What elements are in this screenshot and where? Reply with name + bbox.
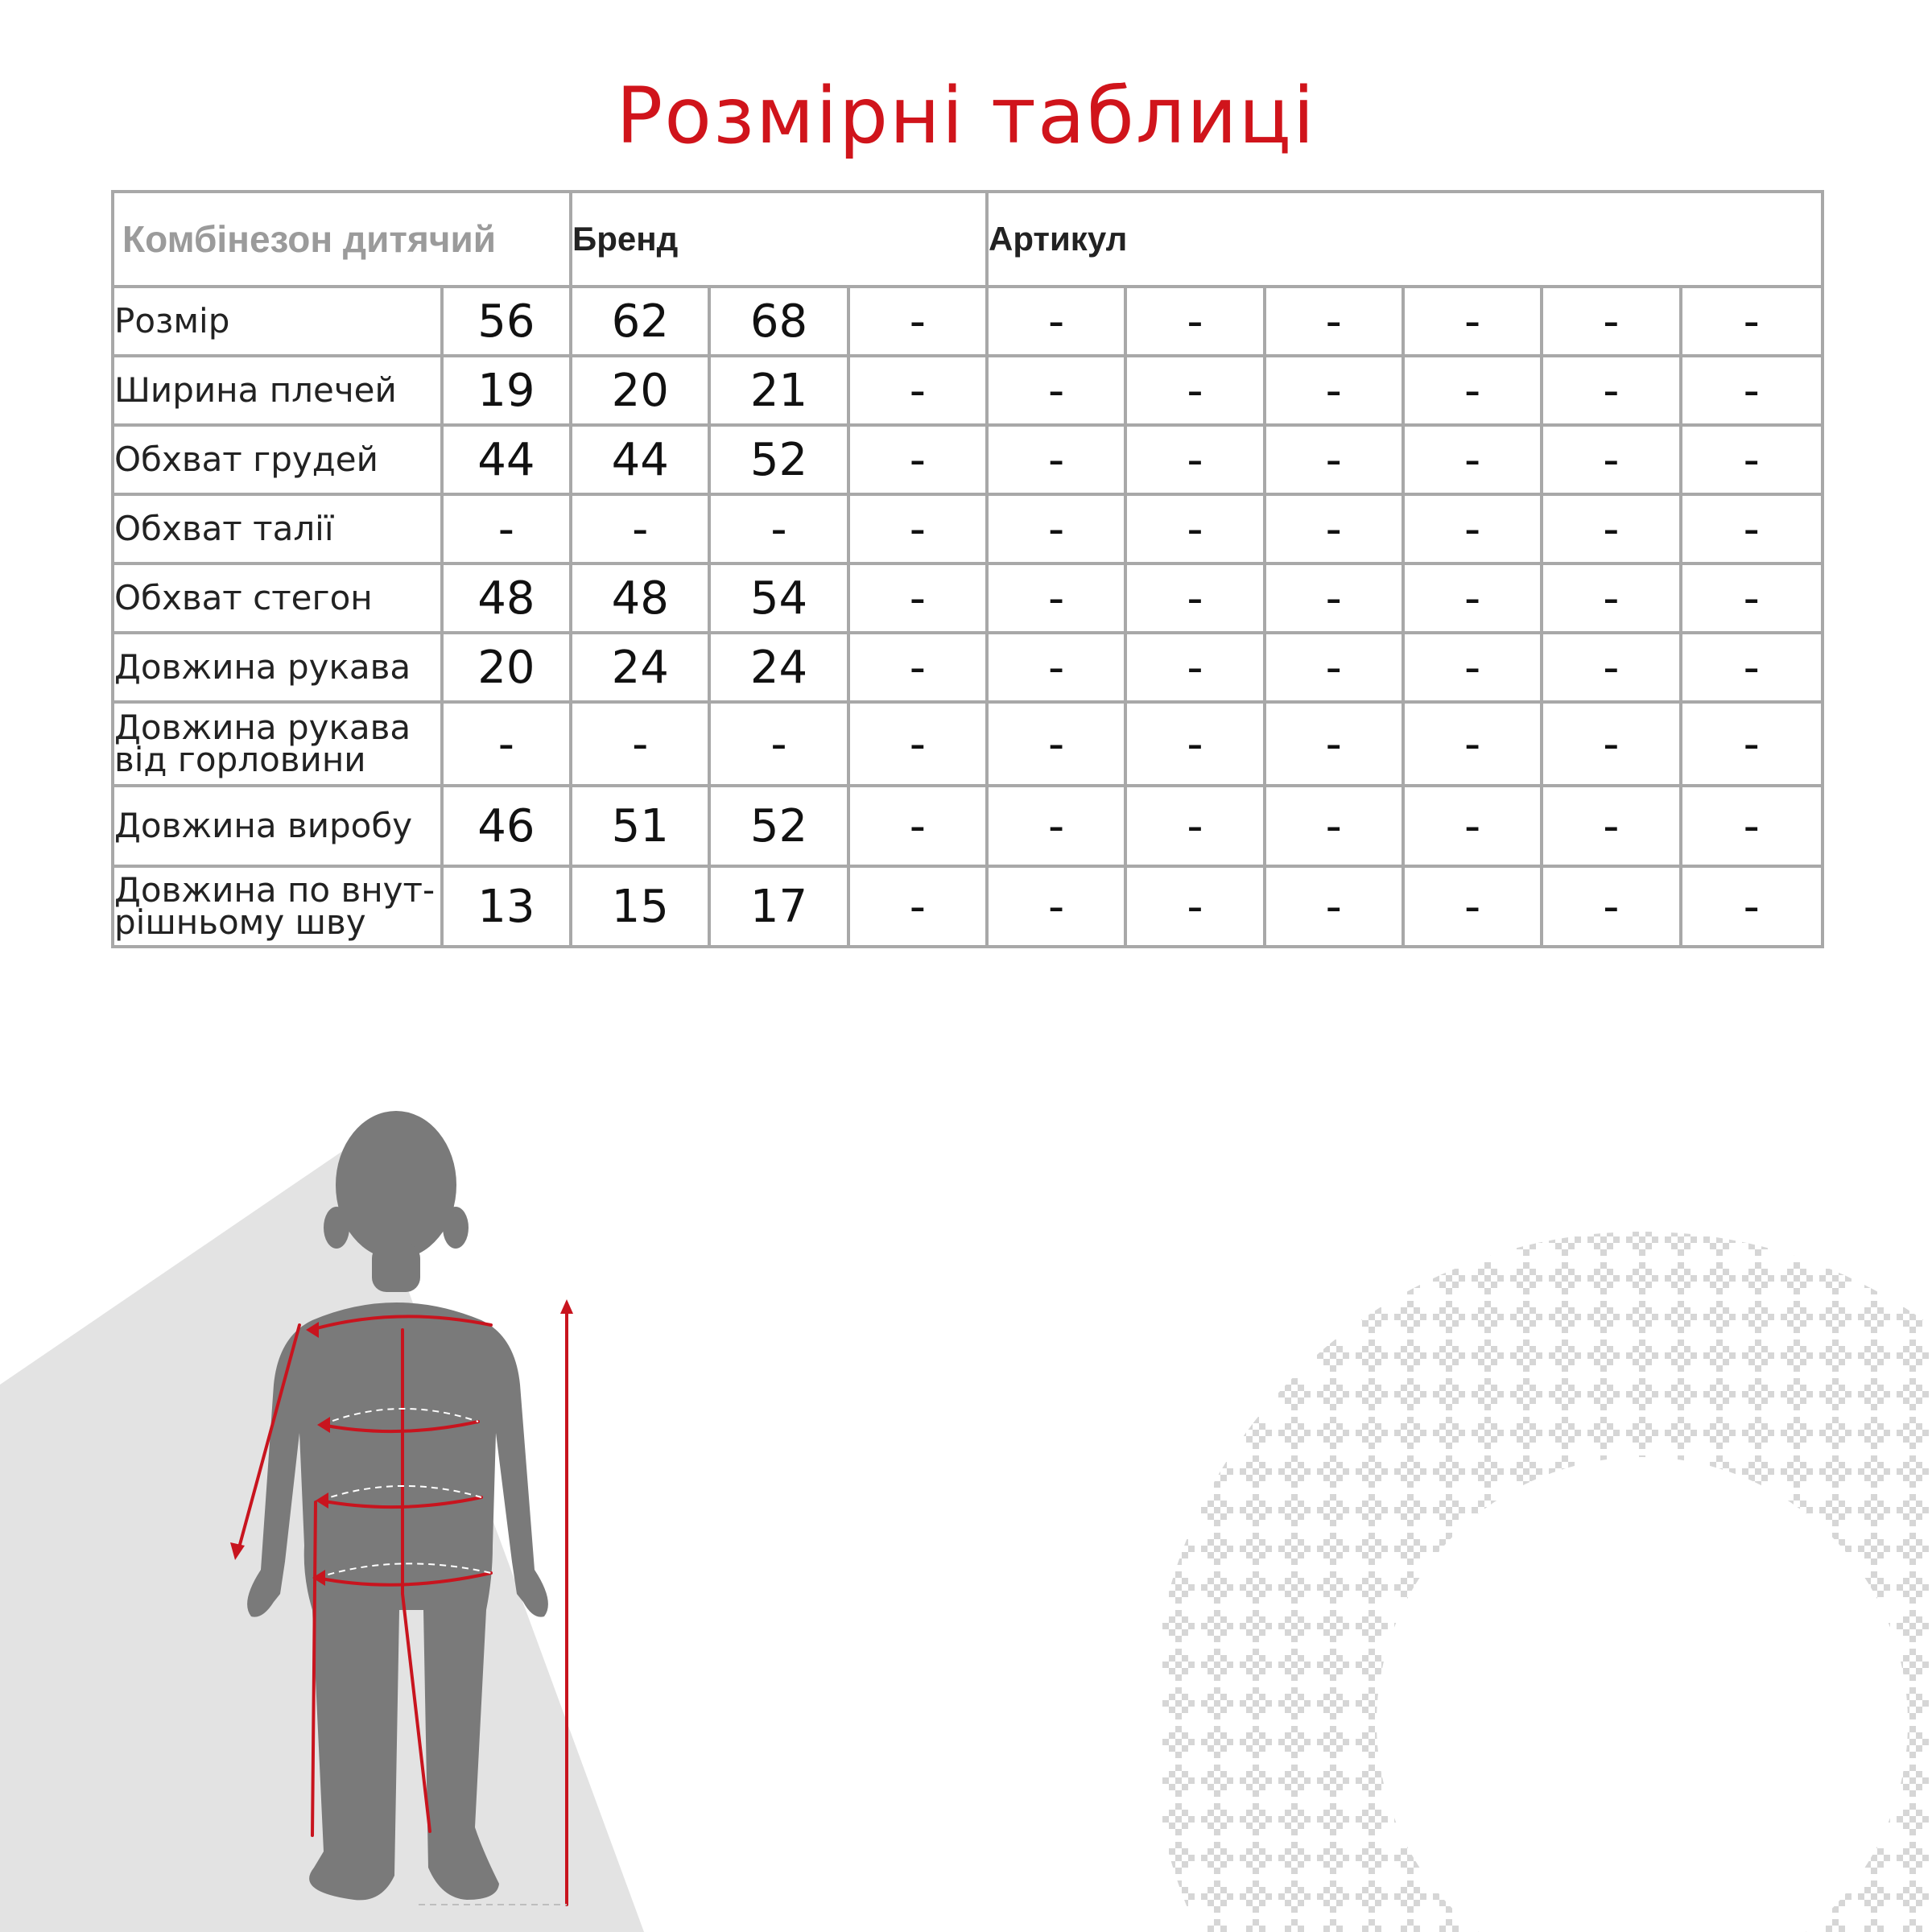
size-value-cell: - (848, 356, 987, 425)
size-value-cell: - (1403, 866, 1542, 947)
size-value-cell: - (1681, 702, 1823, 786)
row-label (113, 425, 442, 494)
size-value-cell: 20 (442, 633, 571, 702)
row-label-line: від горловини (114, 740, 366, 779)
size-value-cell: - (1542, 633, 1680, 702)
row-label (113, 356, 442, 425)
size-table (111, 190, 1824, 948)
size-value-cell: - (1265, 702, 1403, 786)
row-label-line: Ширина плечей (114, 370, 397, 410)
size-value-cell: 52 (709, 786, 848, 866)
row-label (113, 494, 442, 564)
size-value-cell: - (1681, 356, 1823, 425)
size-value-cell: - (1125, 287, 1264, 356)
size-value-cell: 48 (442, 564, 571, 633)
table-row (113, 564, 1823, 633)
table-header-row (113, 192, 1823, 287)
size-value-cell: 68 (709, 287, 848, 356)
size-value-cell: - (987, 866, 1125, 947)
product-name: Комбінезон дитячий (113, 192, 571, 287)
size-value-cell: - (1681, 564, 1823, 633)
size-value-cell: 44 (571, 425, 709, 494)
size-value-cell: - (1403, 564, 1542, 633)
brand-label: Бренд (571, 192, 987, 287)
row-label (113, 633, 442, 702)
size-value-cell: 13 (442, 866, 571, 947)
size-value-cell: - (848, 425, 987, 494)
size-value-cell: - (1403, 356, 1542, 425)
size-value-cell: - (987, 633, 1125, 702)
article-label: Артикул (987, 192, 1823, 287)
size-value-cell: - (1125, 786, 1264, 866)
table-row (113, 866, 1823, 947)
size-value-cell: 48 (571, 564, 709, 633)
size-value-cell: 20 (571, 356, 709, 425)
size-value-cell: - (1403, 702, 1542, 786)
table-row (113, 786, 1823, 866)
size-value-cell: - (709, 702, 848, 786)
size-value-cell: - (987, 786, 1125, 866)
size-value-cell: - (1125, 494, 1264, 564)
table-row (113, 425, 1823, 494)
size-value-cell: - (987, 287, 1125, 356)
size-value-cell: 52 (709, 425, 848, 494)
size-value-cell: - (1265, 356, 1403, 425)
size-value-cell: - (1403, 287, 1542, 356)
size-value-cell: - (1265, 633, 1403, 702)
size-value-cell: - (1265, 287, 1403, 356)
size-value-cell: - (1125, 633, 1264, 702)
size-value-cell: - (1542, 356, 1680, 425)
size-value-cell: 56 (442, 287, 571, 356)
size-value-cell: - (1265, 786, 1403, 866)
table-row (113, 702, 1823, 786)
size-value-cell: 54 (709, 564, 848, 633)
table-row (113, 633, 1823, 702)
row-label-line: Розмір (114, 301, 230, 341)
size-value-cell: - (1125, 866, 1264, 947)
size-value-cell: - (571, 702, 709, 786)
size-value-cell: - (987, 702, 1125, 786)
row-label-line: Обхват стегон (114, 578, 373, 617)
size-value-cell: - (1265, 494, 1403, 564)
table-row (113, 356, 1823, 425)
size-value-cell: - (1542, 287, 1680, 356)
size-value-cell: - (1403, 786, 1542, 866)
row-label (113, 564, 442, 633)
size-value-cell: - (987, 494, 1125, 564)
size-value-cell: - (1542, 564, 1680, 633)
size-value-cell: 24 (709, 633, 848, 702)
size-value-cell: - (709, 494, 848, 564)
size-value-cell: - (1542, 702, 1680, 786)
size-value-cell: - (1542, 866, 1680, 947)
table-row (113, 287, 1823, 356)
decorative-ornament (1159, 1143, 1932, 1932)
size-value-cell: - (1403, 494, 1542, 564)
row-label-line: Довжина виробу (114, 806, 413, 845)
table-row (113, 494, 1823, 564)
row-label (113, 786, 442, 866)
size-value-cell: - (848, 564, 987, 633)
row-label-line: рішньому шву (114, 902, 366, 942)
size-value-cell: 62 (571, 287, 709, 356)
row-label-line: Довжина рукава (114, 647, 411, 687)
size-value-cell: - (1265, 866, 1403, 947)
size-value-cell: - (1265, 425, 1403, 494)
size-value-cell: 21 (709, 356, 848, 425)
size-value-cell: 44 (442, 425, 571, 494)
row-label (113, 866, 442, 947)
row-label-line: Довжина по внут- (114, 870, 436, 910)
size-value-cell: - (848, 287, 987, 356)
size-value-cell: - (571, 494, 709, 564)
size-value-cell: - (1542, 425, 1680, 494)
size-value-cell: - (987, 356, 1125, 425)
size-value-cell: - (1125, 356, 1264, 425)
size-value-cell: - (848, 702, 987, 786)
size-value-cell: - (1125, 702, 1264, 786)
size-value-cell: - (987, 564, 1125, 633)
size-value-cell: - (1265, 564, 1403, 633)
size-value-cell: 24 (571, 633, 709, 702)
size-value-cell: - (1681, 287, 1823, 356)
size-value-cell: - (1681, 633, 1823, 702)
size-value-cell: - (848, 633, 987, 702)
size-value-cell: - (1403, 633, 1542, 702)
size-value-cell: - (848, 786, 987, 866)
row-label-line: Обхват грудей (114, 440, 378, 479)
row-label-line: Довжина рукава (114, 708, 411, 747)
size-value-cell: - (848, 866, 987, 947)
row-label (113, 702, 442, 786)
size-value-cell: - (848, 494, 987, 564)
size-value-cell: 17 (709, 866, 848, 947)
size-value-cell: 46 (442, 786, 571, 866)
size-value-cell: 19 (442, 356, 571, 425)
size-value-cell: - (1542, 786, 1680, 866)
size-value-cell: - (1681, 425, 1823, 494)
child-measurement-figure (0, 1079, 644, 1932)
size-value-cell: - (1681, 494, 1823, 564)
page-title: Розмірні таблиці (616, 71, 1316, 161)
size-value-cell: - (987, 425, 1125, 494)
size-value-cell: 51 (571, 786, 709, 866)
size-value-cell: - (1125, 564, 1264, 633)
size-value-cell: - (442, 702, 571, 786)
row-label-line: Обхват талії (114, 509, 334, 548)
size-value-cell: 15 (571, 866, 709, 947)
size-value-cell: - (1125, 425, 1264, 494)
size-value-cell: - (1542, 494, 1680, 564)
size-value-cell: - (442, 494, 571, 564)
size-value-cell: - (1681, 866, 1823, 947)
size-value-cell: - (1403, 425, 1542, 494)
row-label (113, 287, 442, 356)
size-value-cell: - (1681, 786, 1823, 866)
